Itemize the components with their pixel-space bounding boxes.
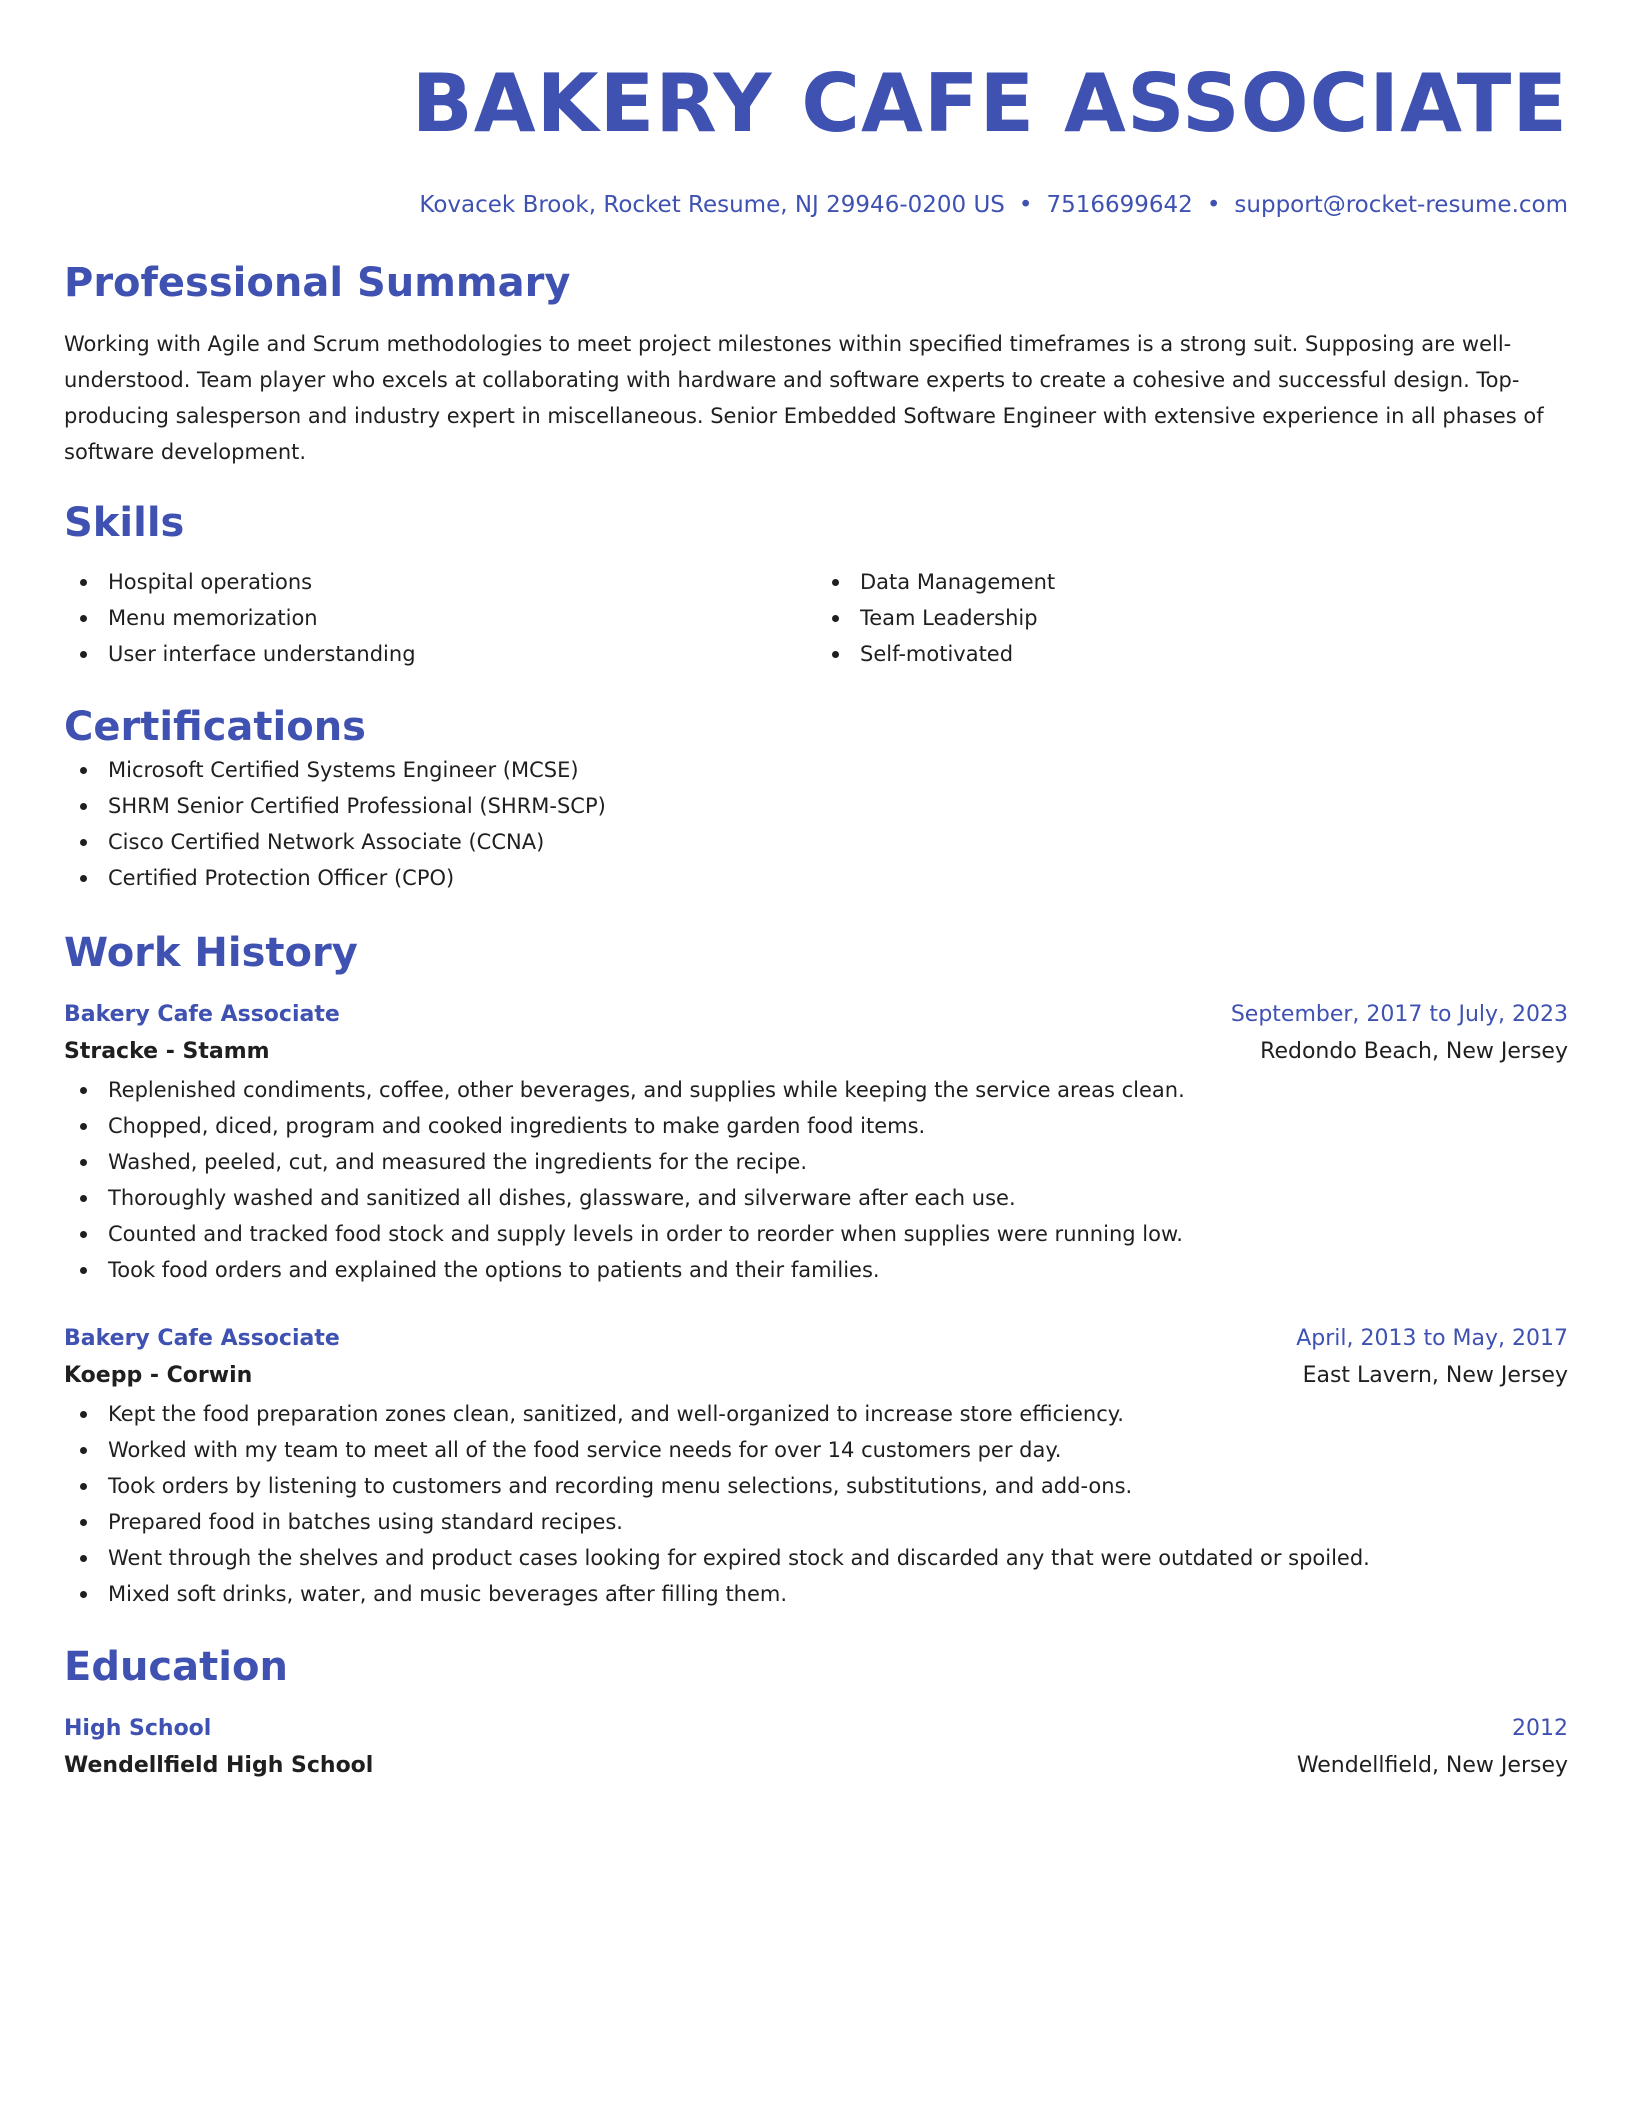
- job-bullet: Took food orders and explained the options to patients and their families.: [64, 1252, 1568, 1288]
- education-school: Wendellfield High School: [64, 1753, 374, 1778]
- job-bullets: [64, 1396, 1568, 1612]
- skills-column-left: [64, 564, 816, 672]
- skill-item: Team Leadership: [816, 600, 1568, 636]
- job-bullet: Counted and tracked food stock and supply levels in order to reorder when supplies were running low.: [64, 1216, 1568, 1252]
- skill-item: Menu memorization: [64, 600, 816, 636]
- certification-item: Cisco Certified Network Associate (CCNA): [64, 824, 1568, 860]
- job-bullet: Went through the shelves and product cases looking for expired stock and discarded any that were outdated or spoiled.: [64, 1540, 1568, 1576]
- contact-address: Kovacek Brook, Rocket Resume, NJ 29946-0200 US: [419, 192, 1005, 218]
- contact-email: support@rocket-resume.com: [1234, 192, 1568, 218]
- job-bullet: Washed, peeled, cut, and measured the ingredients for the recipe.: [64, 1144, 1568, 1180]
- skill-item: Data Management: [816, 564, 1568, 600]
- resume-name: BAKERY CAFE ASSOCIATE: [411, 57, 1568, 150]
- education-location: Wendellfield, New Jersey: [1296, 1753, 1568, 1778]
- certification-item: SHRM Senior Certified Professional (SHRM-SCP): [64, 788, 1568, 824]
- work-history-heading: Work History: [64, 930, 358, 976]
- certifications-list: [64, 752, 1568, 896]
- job-company: Stracke - Stamm: [64, 1039, 270, 1064]
- job-bullet: Prepared food in batches using standard recipes.: [64, 1504, 1568, 1540]
- skills-list-left: [64, 564, 816, 672]
- skill-item: User interface understanding: [64, 636, 816, 672]
- job-entry: [64, 1322, 1568, 1612]
- education-header-row: [64, 1712, 1568, 1746]
- education-degree: High School: [64, 1716, 212, 1741]
- job-role: Bakery Cafe Associate: [64, 1002, 340, 1027]
- contact-separator: •: [1206, 192, 1221, 218]
- contact-line: [64, 190, 1568, 220]
- skills-heading: Skills: [64, 500, 185, 546]
- job-bullet: Chopped, diced, program and cooked ingredients to make garden food items.: [64, 1108, 1568, 1144]
- skills-column-right: [816, 564, 1568, 672]
- summary-heading: Professional Summary: [64, 260, 571, 306]
- job-dates: April, 2013 to May, 2017: [1296, 1326, 1568, 1351]
- job-dates: September, 2017 to July, 2023: [1230, 1002, 1568, 1027]
- skill-item: Hospital operations: [64, 564, 816, 600]
- skills-grid: [64, 564, 1568, 672]
- education-entry: [64, 1712, 1568, 1786]
- contact-phone: 7516699642: [1046, 192, 1193, 218]
- job-bullet: Mixed soft drinks, water, and music beverages after filling them.: [64, 1576, 1568, 1612]
- skills-list-right: [816, 564, 1568, 672]
- skill-item: Self-motivated: [816, 636, 1568, 672]
- job-company: Koepp - Corwin: [64, 1363, 253, 1388]
- job-location: East Lavern, New Jersey: [1302, 1363, 1568, 1388]
- certification-item: Certified Protection Officer (CPO): [64, 860, 1568, 896]
- job-header-row: [64, 998, 1568, 1032]
- job-company-row: [64, 1032, 1568, 1072]
- education-year: 2012: [1512, 1716, 1568, 1741]
- education-school-row: [64, 1746, 1568, 1786]
- job-entry: [64, 998, 1568, 1288]
- job-location: Redondo Beach, New Jersey: [1260, 1039, 1568, 1064]
- job-bullet: Kept the food preparation zones clean, sanitized, and well-organized to increase store efficiency.: [64, 1396, 1568, 1432]
- job-bullet: Thoroughly washed and sanitized all dishes, glassware, and silverware after each use.: [64, 1180, 1568, 1216]
- contact-separator: •: [1018, 192, 1033, 218]
- summary-text: Working with Agile and Scrum methodologies to meet project milestones within specified timeframes is a strong suit. Supposing are well-understood. Team player who excels at collaborating with hardware and software experts to create a cohesive and successful design. Top-producing salesperson and industry expert in miscellaneous. Senior Embedded Software Engineer with extensive experience in all phases of software development.: [64, 332, 1544, 464]
- job-bullet: Took orders by listening to customers and recording menu selections, substitutions, and add-ons.: [64, 1468, 1568, 1504]
- job-bullet: Replenished condiments, coffee, other beverages, and supplies while keeping the service areas clean.: [64, 1072, 1568, 1108]
- job-header-row: [64, 1322, 1568, 1356]
- job-bullet: Worked with my team to meet all of the food service needs for over 14 customers per day.: [64, 1432, 1568, 1468]
- education-heading: Education: [64, 1644, 288, 1690]
- certifications-heading: Certifications: [64, 704, 366, 750]
- job-company-row: [64, 1356, 1568, 1396]
- certification-item: Microsoft Certified Systems Engineer (MCSE): [64, 752, 1568, 788]
- job-bullets: [64, 1072, 1568, 1288]
- job-role: Bakery Cafe Associate: [64, 1326, 340, 1351]
